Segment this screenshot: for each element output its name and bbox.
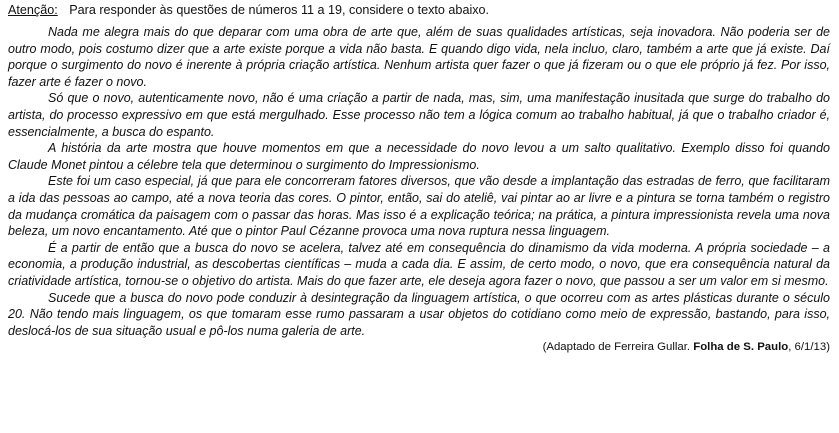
article-body bbox=[8, 24, 830, 339]
attention-notice bbox=[8, 2, 830, 19]
source-publication: Folha de S. Paulo bbox=[693, 341, 789, 354]
source-citation bbox=[8, 339, 830, 355]
source-date: , 6/1/13) bbox=[788, 341, 830, 354]
paragraph-2: Só que o novo, autenticamente novo, não é uma criação a partir de nada, mas, sim, uma manifestação inusitada que surge do trabalho do artista, do processo expressivo em que está mergulhado. Esse processo não tem a lógica comum ao trabalho habitual, já que o trabalho criador é, essencialmente, a busca do espanto. bbox=[8, 91, 830, 139]
paragraph-6: Sucede que a busca do novo pode conduzir à desintegração da linguagem artística, o que ocorreu com as artes plásticas durante o século 20. Não tendo mais linguagem, os que tomaram esse rumo passaram a usar objetos do cotidiano como meio de expressão, bastando, para isso, deslocá-los de sua situação usual e pô-los numa galeria de arte. bbox=[8, 290, 830, 338]
paragraph-5: É a partir de então que a busca do novo se acelera, talvez até em consequência do dinamismo da vida moderna. A própria sociedade – a economia, a produção industrial, as descobertas científicas – muda a cada dia. E assim, de certo modo, o novo, que era consequência natural da criatividade artística, tornou-se o objetivo do artista. Mais do que fazer arte, ele deseja agora fazer o novo, que passou a ser um valor em si mesmo. bbox=[8, 240, 830, 288]
source-prefix: (Adaptado de Ferreira Gullar. bbox=[542, 341, 691, 354]
attention-instruction: Para responder às questões de números 11 a 19, considere o texto abaixo. bbox=[69, 3, 490, 17]
paragraph-4: Este foi um caso especial, já que para ele concorreram fatores diversos, que vão desde a implantação das estradas de ferro, que facilitaram a ida das pessoas ao campo, até a nova teoria das cores. O pintor, então, sai do ateliê, vai pintar ao ar livre e a pintura se torna também o registro da mudança cromática da paisagem com o passar das horas. Mas isso é a explicação teórica; na prática, a pintura impressionista revela uma nova beleza, um novo encantamento. Até que o pintor Paul Cézanne provoca uma nova ruptura nessa linguagem. bbox=[8, 174, 830, 239]
paragraph-1: Nada me alegra mais do que deparar com uma obra de arte que, além de suas qualidades artísticas, seja inovadora. Não poderia ser de outro modo, pois costumo dizer que a arte existe porque a vida não basta. E quando digo vida, nela incluo, claro, também a arte que já existe. Daí porque o surgimento do novo é inerente à própria criação artística. Nenhum artista quer fazer o que já fizeram ou o que ele próprio já fez. Por isso, fazer arte é fazer o novo. bbox=[8, 25, 830, 89]
attention-label: Atenção: bbox=[8, 3, 58, 17]
paragraph-3: A história da arte mostra que houve momentos em que a necessidade do novo levou a um salto qualitativo. Exemplo disso foi quando Claude Monet pintou a célebre tela que determinou o surgimento do Impressionismo. bbox=[8, 141, 830, 172]
